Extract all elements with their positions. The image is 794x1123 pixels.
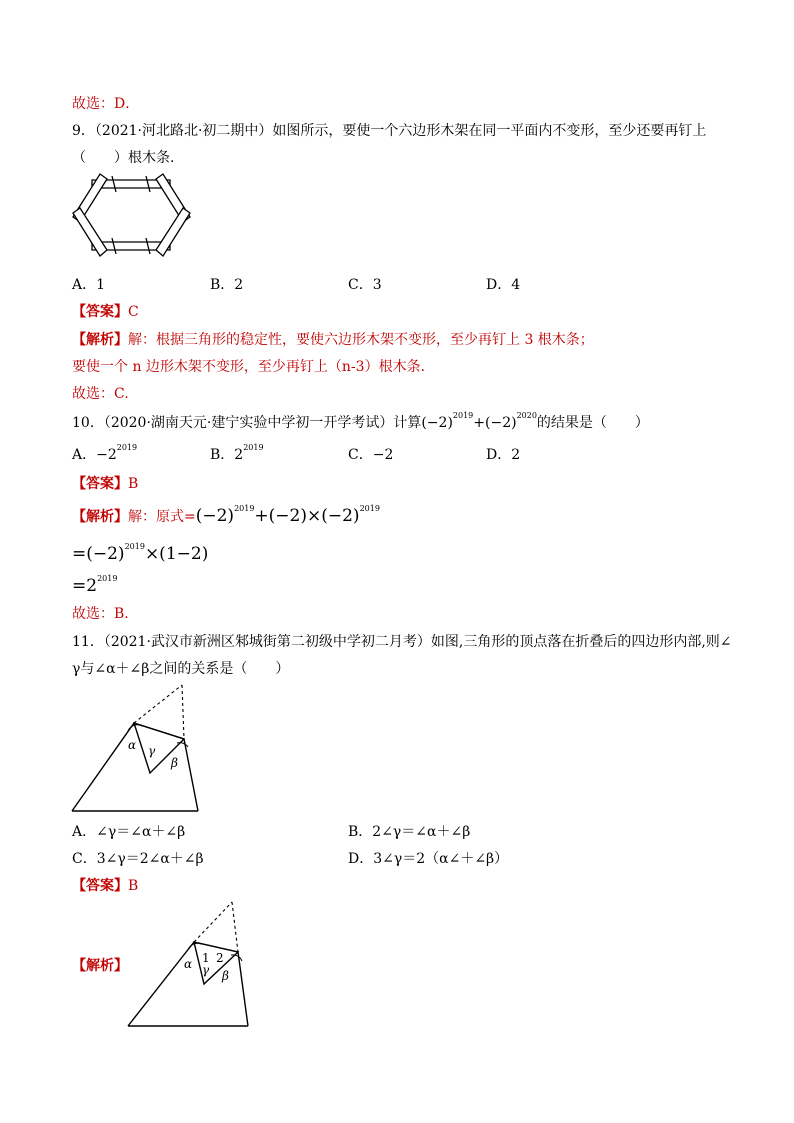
q11-option-d: D．3∠γ＝2（α∠＋∠β） bbox=[348, 851, 509, 867]
q10-option-b: B．$2^{2019}$ bbox=[210, 443, 264, 463]
q11-option-b: B．2∠γ＝∠α＋∠β bbox=[348, 824, 471, 840]
q10-conclusion: 故选：B. bbox=[72, 606, 129, 622]
q10-analysis-step3: $=2^{2019}$ bbox=[72, 574, 118, 596]
q11-stem-line1: 11．（2021·武汉市新洲区邾城街第二初级中学初二月考）如图,三角形的顶点落在折叠后的四边形内部,则∠ bbox=[72, 634, 732, 650]
answer-value: C bbox=[128, 304, 139, 320]
q9-option-a: A．1 bbox=[72, 277, 106, 293]
q10-answer: 【答案】B bbox=[72, 476, 139, 492]
beta-label: β bbox=[222, 969, 229, 983]
q11-stem-line2: γ与∠α＋∠β之间的关系是（ ） bbox=[72, 661, 290, 677]
gamma-label: γ bbox=[148, 744, 156, 758]
q10-stem: 10．（2020·湖南天元·建宁实验中学初一开学考试）计算$(-2)^{2019}+(-2)^{2020}$的结果是（ ） bbox=[72, 411, 649, 431]
q11-option-c: C．3∠γ＝2∠α＋∠β bbox=[72, 851, 204, 867]
gamma-label: γ bbox=[202, 963, 210, 977]
folded-triangle-figure bbox=[72, 685, 222, 815]
hexagon-frame-figure bbox=[72, 170, 192, 260]
q10-option-a: A．$-2^{2019}$ bbox=[72, 443, 138, 463]
q9-option-c: C．3 bbox=[348, 277, 382, 293]
analysis-tag: 【解析】 bbox=[72, 332, 128, 348]
q9-stem-line1: 9．（2021·河北路北·初二期中）如图所示，要使一个六边形木架在同一平面内不变形，至少还要再钉上 bbox=[72, 123, 707, 139]
q9-option-b: B．2 bbox=[210, 277, 244, 293]
q10-option-d: D．2 bbox=[486, 447, 521, 463]
q10-option-c: C．−2 bbox=[348, 447, 394, 463]
angle-1-label: 1 bbox=[202, 951, 210, 965]
q10-analysis-step2: $=(-2)^{2019}\times(1-2)$ bbox=[72, 542, 209, 564]
q8-conclusion: 故选：D． bbox=[72, 96, 140, 112]
q10-analysis-step1: 【解析】解：原式$=(-2)^{2019}+(-2)\times(-2)^{2019}$ bbox=[72, 504, 380, 526]
q11-answer: 【答案】B bbox=[72, 878, 139, 894]
q9-analysis-line1: 【解析】解：根据三角形的稳定性，要使六边形木架不变形，至少再钉上 3 根木条； bbox=[72, 332, 594, 348]
alpha-label: α bbox=[128, 738, 137, 752]
answer-tag: 【答案】 bbox=[72, 304, 128, 320]
angle-2-label: 2 bbox=[216, 951, 224, 965]
q11-option-a: A．∠γ＝∠α＋∠β bbox=[72, 824, 186, 840]
folded-triangle-solution-figure bbox=[128, 900, 258, 1030]
alpha-label: α bbox=[184, 957, 193, 971]
beta-label: β bbox=[171, 756, 178, 770]
q9-conclusion: 故选：C. bbox=[72, 386, 129, 402]
q9-option-d: D．4 bbox=[486, 277, 521, 293]
q9-analysis-line2: 要使一个 n 边形木架不变形，至少再钉上（n-3）根木条． bbox=[72, 359, 435, 375]
q9-stem-line2: （ ）根木条. bbox=[72, 150, 175, 166]
q9-answer bbox=[72, 302, 139, 322]
q11-analysis-tag: 【解析】 bbox=[72, 958, 128, 974]
